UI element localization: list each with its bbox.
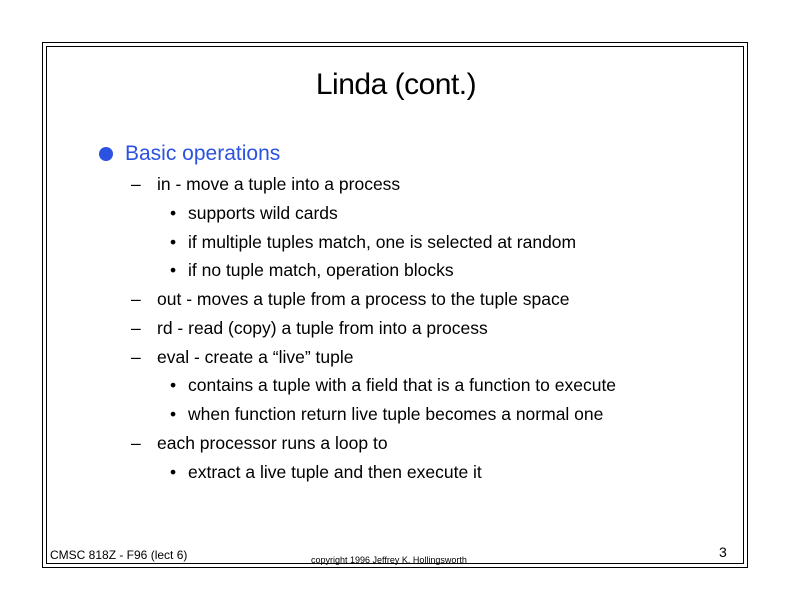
list-item: supports wild cards <box>188 203 338 223</box>
bullet-marker: • <box>170 375 177 395</box>
list-item: out - moves a tuple from a process to the tuple space <box>157 289 570 309</box>
section-heading <box>99 142 280 166</box>
list-item: each processor runs a loop to <box>157 433 388 453</box>
list-item: rd - read (copy) a tuple from into a process <box>157 318 488 338</box>
dash-marker: – <box>131 174 141 194</box>
dash-marker: – <box>131 318 141 338</box>
list-item: if no tuple match, operation blocks <box>188 260 454 280</box>
bullet-marker: • <box>170 404 177 424</box>
bullet-marker: • <box>170 232 177 252</box>
list-item: when function return live tuple becomes a normal one <box>188 404 604 424</box>
bullet-marker: • <box>170 462 177 482</box>
list-item: contains a tuple with a field that is a function to execute <box>188 375 617 395</box>
footer-course-label: CMSC 818Z - F96 (lect 6) <box>50 548 188 562</box>
list-item: in - move a tuple into a process <box>157 174 401 194</box>
dash-marker: – <box>131 347 141 367</box>
section-heading-text: Basic operations <box>125 142 281 165</box>
list-item: if multiple tuples match, one is selected at random <box>188 232 577 252</box>
footer-copyright: copyright 1996 Jeffrey K. Hollingsworth <box>311 555 467 565</box>
page-number: 3 <box>719 544 727 560</box>
dash-marker: – <box>131 289 141 309</box>
blue-circle-bullet-icon <box>99 147 113 161</box>
bullet-marker: • <box>170 260 177 280</box>
bullet-marker: • <box>170 203 177 223</box>
slide-title: Linda (cont.) <box>315 68 477 101</box>
dash-marker: – <box>131 433 141 453</box>
list-item: extract a live tuple and then execute it <box>188 462 482 482</box>
list-item: eval - create a “live” tuple <box>157 347 354 367</box>
